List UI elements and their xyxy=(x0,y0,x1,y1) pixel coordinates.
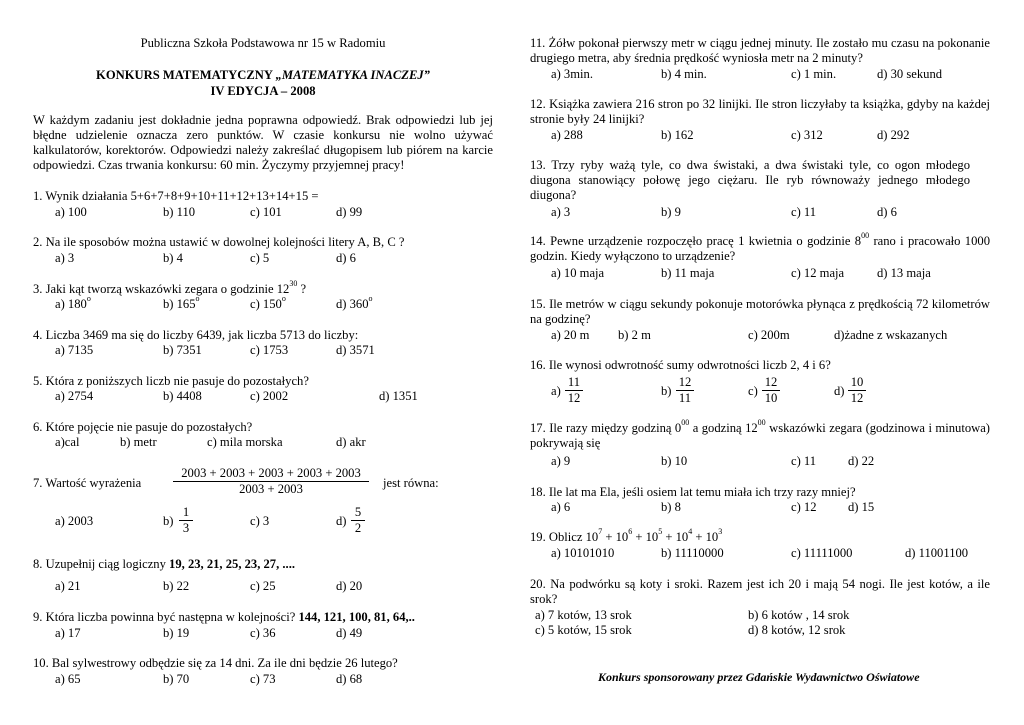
q16-option-a: a) xyxy=(551,384,561,398)
q16-b-numerator: 12 xyxy=(676,375,694,391)
q4-option-b: b) 7351 xyxy=(163,343,202,357)
q9-option-c: c) 36 xyxy=(250,626,276,640)
q3-option-c-text: c) 150 xyxy=(250,297,282,311)
q7-expression-fraction xyxy=(173,466,369,497)
q17-option-c: c) 11 xyxy=(791,454,817,468)
q7-option-d: d) xyxy=(336,514,347,528)
q16-option-d-fraction xyxy=(848,375,866,406)
question-16: 16. Ile wynosi odwrotność sumy odwrotności liczb 2, 4 i 6? xyxy=(530,358,831,372)
q7-d-numerator: 5 xyxy=(351,505,365,521)
q20-option-b: b) 6 kotów , 14 srok xyxy=(748,608,850,622)
q11-option-d: d) 30 sekund xyxy=(877,67,943,81)
question-9 xyxy=(33,610,415,625)
q12-option-a: a) 288 xyxy=(551,128,583,142)
q16-c-denominator: 10 xyxy=(764,391,778,406)
q16-option-d: d) xyxy=(834,384,845,398)
q19-exp2: 6 xyxy=(628,527,633,536)
q19-exp4: 4 xyxy=(688,527,693,536)
question-14 xyxy=(530,231,990,264)
question-7-end: jest równa: xyxy=(383,476,439,490)
q1-option-a: a) 100 xyxy=(55,205,87,219)
q10-option-a: a) 65 xyxy=(55,672,81,686)
q17-option-a: a) 9 xyxy=(551,454,571,468)
q3-option-a-text: a) 180 xyxy=(55,297,87,311)
q8-option-d: d) 20 xyxy=(336,579,363,593)
q8-sequence: 19, 23, 21, 25, 23, 27, .... xyxy=(169,557,295,571)
question-17 xyxy=(530,418,990,451)
q13-option-c: c) 11 xyxy=(791,205,817,219)
q2-option-a: a) 3 xyxy=(55,251,75,265)
q1-option-b: b) 110 xyxy=(163,205,196,219)
q20-option-d: d) 8 kotów, 12 srok xyxy=(748,623,846,637)
q3-text-end: ? xyxy=(297,282,307,296)
q4-option-a: a) 7135 xyxy=(55,343,94,357)
question-20: 20. Na podwórku są koty i sroki. Razem jest ich 20 i mają 54 nogi. Ile jest kotów, a ile srok? xyxy=(530,577,990,607)
q19-option-c: c) 11111000 xyxy=(791,546,853,560)
question-1: 1. Wynik działania 5+6+7+8+9+10+11+12+13+14+15 = xyxy=(33,189,319,203)
q11-option-a: a) 3min. xyxy=(551,67,593,81)
q7-b-denominator: 3 xyxy=(182,521,190,536)
q6-option-c: c) mila morska xyxy=(207,435,283,449)
question-11: 11. Żółw pokonał pierwszy metr w ciągu jednej minuty. Ile zostało mu czasu na pokonanie drugiego metra, aby średnia prędkość wyniosła metr na 2 minuty? xyxy=(530,36,990,66)
q18-option-d: d) 15 xyxy=(848,500,875,514)
q4-option-c: c) 1753 xyxy=(250,343,289,357)
contest-edition: IV EDYCJA – 2008 xyxy=(210,84,316,98)
q16-d-denominator: 12 xyxy=(850,391,864,406)
q14-text-end: rano i pracowało 1000 godzin. Kiedy wyłączono to urządzenie? xyxy=(530,234,990,264)
degree-mark: o xyxy=(281,294,286,303)
q14-sup: 00 xyxy=(861,231,870,240)
q9-text: 9. Która liczba powinna być następna w kolejności? xyxy=(33,610,299,624)
q14-option-b: b) 11 maja xyxy=(661,266,715,280)
q7-option-c: c) 3 xyxy=(250,514,270,528)
q7-numerator: 2003 + 2003 + 2003 + 2003 + 2003 xyxy=(173,466,369,482)
q14-text: 14. Pewne urządzenie rozpoczęło pracę 1 kwietnia o godzinie 8 xyxy=(530,234,862,248)
question-4: 4. Liczba 3469 ma się do liczby 6439, jak liczba 5713 do liczby: xyxy=(33,328,359,342)
q16-option-b: b) xyxy=(661,384,672,398)
q11-option-c: c) 1 min. xyxy=(791,67,837,81)
q14-option-c: c) 12 maja xyxy=(791,266,845,280)
q17-sup2: 00 xyxy=(757,418,766,427)
q7-option-b: b) xyxy=(163,514,174,528)
instructions: W każdym zadaniu jest dokładnie jedna poprawna odpowiedź. Brak odpowiedzi lub jej błędne udzielenie oznacza zero punktów. W czasie konkursu nie wolno używać kalkulatorów, korektorów. Odpowiedzi należy zakreślać długopisem lub piórem na karcie odpowiedzi. Czas trwania konkursu: 60 min. Życzymy przyjemnej pracy! xyxy=(33,113,493,173)
sponsor-footer: Konkurs sponsorowany przez Gdańskie Wydawnictwo Oświatowe xyxy=(598,670,920,684)
q2-option-d: d) 6 xyxy=(336,251,356,265)
q14-option-a: a) 10 maja xyxy=(551,266,605,280)
q7-d-denominator: 2 xyxy=(354,521,362,536)
question-2: 2. Na ile sposobów można ustawić w dowolnej kolejności litery A, B, C ? xyxy=(33,235,405,249)
contest-name: „MATEMATYKA INACZEJ” xyxy=(275,68,430,82)
degree-mark: o xyxy=(86,294,91,303)
q15-option-b: b) 2 m xyxy=(618,328,651,342)
q16-option-b-fraction xyxy=(676,375,694,406)
q1-option-d: d) 99 xyxy=(336,205,363,219)
q16-a-numerator: 11 xyxy=(565,375,583,391)
q19-part4: + 10 xyxy=(662,530,689,544)
q3-option-a xyxy=(55,294,91,312)
q3-option-b-text: b) 165 xyxy=(163,297,196,311)
degree-mark: o xyxy=(195,294,200,303)
q17-option-b: b) 10 xyxy=(661,454,688,468)
q18-option-a: a) 6 xyxy=(551,500,571,514)
q13-option-a: a) 3 xyxy=(551,205,571,219)
question-6: 6. Które pojęcie nie pasuje do pozostałych? xyxy=(33,420,253,434)
q6-option-d: d) akr xyxy=(336,435,366,449)
q10-option-c: c) 73 xyxy=(250,672,276,686)
question-13: 13. Trzy ryby ważą tyle, co dwa świstaki, a dwa świstaki tyle, co ogon młodego diugona stanowiący połowę jego ciężaru. Ile ryb równoważy jednego młodego diugona? xyxy=(530,158,970,203)
q19-exp5: 3 xyxy=(718,527,723,536)
q3-option-d-text: d) 360 xyxy=(336,297,369,311)
q17-text-mid: a godziną 12 xyxy=(689,421,758,435)
q1-option-c: c) 101 xyxy=(250,205,282,219)
q12-option-b: b) 162 xyxy=(661,128,694,142)
q17-option-d: d) 22 xyxy=(848,454,875,468)
q9-option-b: b) 19 xyxy=(163,626,190,640)
q11-option-b: b) 4 min. xyxy=(661,67,707,81)
question-12: 12. Książka zawiera 216 stron po 32 linijki. Ile stron liczyłaby ta książka, gdyby na każdej stronie były 24 linijki? xyxy=(530,97,990,127)
q9-sequence: 144, 121, 100, 81, 64,.. xyxy=(298,610,415,624)
q8-option-c: c) 25 xyxy=(250,579,276,593)
q19-option-a: a) 10101010 xyxy=(551,546,615,560)
q7-option-a: a) 2003 xyxy=(55,514,94,528)
q3-sup: 30 xyxy=(289,279,298,288)
degree-mark: o xyxy=(368,294,373,303)
q15-option-c: c) 200m xyxy=(748,328,790,342)
q7-denominator: 2003 + 2003 xyxy=(239,482,303,497)
question-8 xyxy=(33,557,295,572)
q19-exp1: 7 xyxy=(598,527,603,536)
q8-text: 8. Uzupełnij ciąg logiczny xyxy=(33,557,170,571)
q10-option-d: d) 68 xyxy=(336,672,363,686)
q13-option-b: b) 9 xyxy=(661,205,681,219)
q3-option-d xyxy=(336,294,373,312)
q20-option-a: a) 7 kotów, 13 srok xyxy=(535,608,632,622)
q19-exp3: 5 xyxy=(658,527,663,536)
q19-part2: + 10 xyxy=(602,530,629,544)
question-3 xyxy=(33,279,307,297)
q9-option-d: d) 49 xyxy=(336,626,363,640)
q17-text-end: wskazówki zegara (godzinowa i minutowa) pokrywają się xyxy=(530,421,990,451)
question-18: 18. Ile lat ma Ela, jeśli osiem lat temu miała ich trzy razy mniej? xyxy=(530,485,856,499)
question-7: 7. Wartość wyrażenia xyxy=(33,476,142,490)
q12-option-d: d) 292 xyxy=(877,128,910,142)
q19-option-d: d) 11001100 xyxy=(905,546,969,560)
q16-option-c-fraction xyxy=(762,375,780,406)
q2-option-c: c) 5 xyxy=(250,251,270,265)
q16-a-denominator: 12 xyxy=(567,391,581,406)
q20-option-c: c) 5 kotów, 15 srok xyxy=(535,623,632,637)
contest-title xyxy=(33,68,493,83)
q18-option-b: b) 8 xyxy=(661,500,681,514)
q8-option-b: b) 22 xyxy=(163,579,190,593)
q15-option-d: d)żadne z wskazanych xyxy=(834,328,948,342)
q16-c-numerator: 12 xyxy=(762,375,780,391)
q2-option-b: b) 4 xyxy=(163,251,183,265)
q16-option-c: c) xyxy=(748,384,758,398)
q17-sup1: 00 xyxy=(681,418,690,427)
question-19 xyxy=(530,527,723,545)
q6-option-a: a)cal xyxy=(55,435,80,449)
q16-b-denominator: 11 xyxy=(678,391,692,406)
q3-option-b xyxy=(163,294,200,312)
q12-option-c: c) 312 xyxy=(791,128,823,142)
q19-text: 19. Oblicz 10 xyxy=(530,530,599,544)
q5-option-b: b) 4408 xyxy=(163,389,202,403)
q6-option-b: b) metr xyxy=(120,435,157,449)
q5-option-a: a) 2754 xyxy=(55,389,94,403)
q8-option-a: a) 21 xyxy=(55,579,81,593)
q19-option-b: b) 11110000 xyxy=(661,546,724,560)
q19-part3: + 10 xyxy=(632,530,659,544)
q17-text: 17. Ile razy między godziną 0 xyxy=(530,421,682,435)
question-15: 15. Ile metrów w ciągu sekundy pokonuje motorówka płynąca z prędkością 72 kilometrów na godzinę? xyxy=(530,297,990,327)
q10-option-b: b) 70 xyxy=(163,672,190,686)
question-10: 10. Bal sylwestrowy odbędzie się za 14 dni. Za ile dni będzie 26 lutego? xyxy=(33,656,398,670)
school-name: Publiczna Szkoła Podstawowa nr 15 w Radomiu xyxy=(140,36,386,50)
q13-option-d: d) 6 xyxy=(877,205,897,219)
q3-option-c xyxy=(250,294,286,312)
q3-text: 3. Jaki kąt tworzą wskazówki zegara o godzinie 12 xyxy=(33,282,290,296)
question-5: 5. Która z poniższych liczb nie pasuje do pozostałych? xyxy=(33,374,309,388)
q7-option-b-fraction xyxy=(179,505,193,536)
contest-prefix: KONKURS MATEMATYCZNY xyxy=(96,68,276,82)
q9-option-a: a) 17 xyxy=(55,626,81,640)
q5-option-d: d) 1351 xyxy=(379,389,418,403)
q7-b-numerator: 1 xyxy=(179,505,193,521)
q16-d-numerator: 10 xyxy=(848,375,866,391)
q15-option-a: a) 20 m xyxy=(551,328,590,342)
q5-option-c: c) 2002 xyxy=(250,389,289,403)
q4-option-d: d) 3571 xyxy=(336,343,375,357)
q14-option-d: d) 13 maja xyxy=(877,266,931,280)
q18-option-c: c) 12 xyxy=(791,500,817,514)
q7-option-d-fraction xyxy=(351,505,365,536)
q16-option-a-fraction xyxy=(565,375,583,406)
q19-part5: + 10 xyxy=(692,530,719,544)
